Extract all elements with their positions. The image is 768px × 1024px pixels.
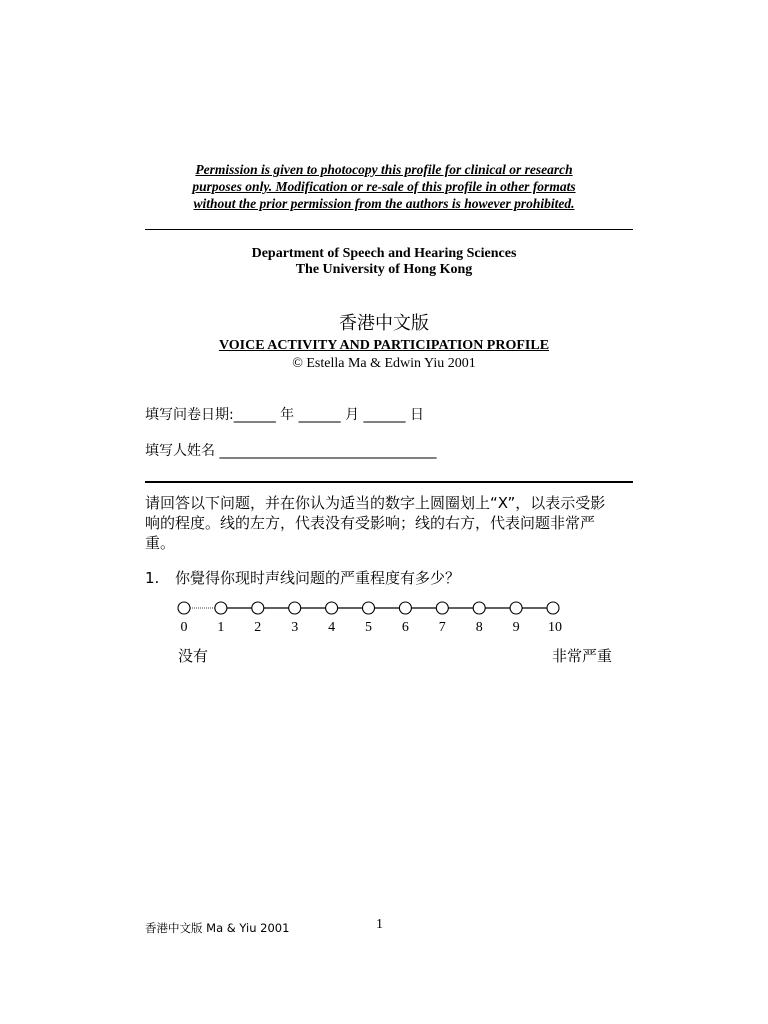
question-text: 你覺得你现时声线问题的严重程度有多少？: [175, 569, 461, 587]
instruction-line: 请回答以下问题，并在你认为适当的数字上圆圈划上“X”，以表示受影: [145, 494, 606, 512]
footer-version: 香港中文版 Ma & Yiu 2001: [145, 921, 290, 935]
instruction-line: 重。: [145, 534, 176, 552]
scale-label-8: 8: [475, 620, 483, 635]
question-number: 1.: [145, 569, 160, 587]
department-name: Department of Speech and Hearing Sciences: [251, 246, 517, 261]
institution-header: [145, 246, 623, 278]
scale-right-anchor: 非常严重: [551, 647, 612, 665]
scale-point-9[interactable]: [510, 602, 522, 614]
permission-line: purposes only. Modification or re-sale of this profile in other formats: [192, 179, 576, 194]
instruction-line: 响的程度。线的左方，代表没有受影响；线的右方，代表问题非常严: [145, 514, 596, 532]
scale-point-6[interactable]: [399, 602, 411, 614]
scale-label-9: 9: [512, 620, 520, 635]
scale-label-7: 7: [438, 620, 446, 635]
rating-scale-labels: [0, 619, 768, 637]
scale-point-7[interactable]: [436, 602, 448, 614]
scale-point-1[interactable]: [215, 602, 227, 614]
page-number: 1: [376, 917, 383, 932]
name-field[interactable]: 填写人姓名 _______________________________: [145, 443, 437, 459]
scale-label-10: 10: [548, 620, 562, 635]
top-divider: [145, 229, 633, 230]
scale-label-1: 1: [217, 620, 225, 635]
permission-line: without the prior permission from the authors is however prohibited.: [193, 196, 575, 211]
scale-point-10[interactable]: [547, 602, 559, 614]
scale-label-2: 2: [254, 620, 262, 635]
scale-point-3[interactable]: [289, 602, 301, 614]
scale-label-6: 6: [401, 620, 409, 635]
scale-label-5: 5: [365, 620, 372, 635]
scale-point-2[interactable]: [252, 602, 264, 614]
scale-point-5[interactable]: [363, 602, 375, 614]
chinese-version-title: 香港中文版: [339, 313, 429, 334]
scale-point-4[interactable]: [326, 602, 338, 614]
scale-point-8[interactable]: [473, 602, 485, 614]
rating-scale: [170, 598, 570, 618]
question-1: [145, 568, 633, 588]
copyright-notice: © Estella Ma & Edwin Yiu 2001: [292, 356, 476, 371]
scale-point-0[interactable]: [178, 602, 190, 614]
scale-left-anchor: 没有: [178, 647, 209, 665]
permission-notice: [145, 161, 623, 212]
scale-label-4: 4: [328, 620, 336, 635]
date-field[interactable]: 填写问卷日期:______ 年 ______ 月 ______ 日: [145, 407, 424, 423]
instructions-paragraph: [145, 493, 633, 553]
profile-title: VOICE ACTIVITY AND PARTICIPATION PROFILE: [218, 338, 550, 353]
permission-line: Permission is given to photocopy this profile for clinical or research: [195, 162, 573, 177]
section-divider: [145, 481, 633, 483]
scale-label-0: 0: [180, 620, 188, 635]
scale-label-3: 3: [291, 620, 299, 635]
university-name: The University of Hong Kong: [295, 262, 473, 277]
